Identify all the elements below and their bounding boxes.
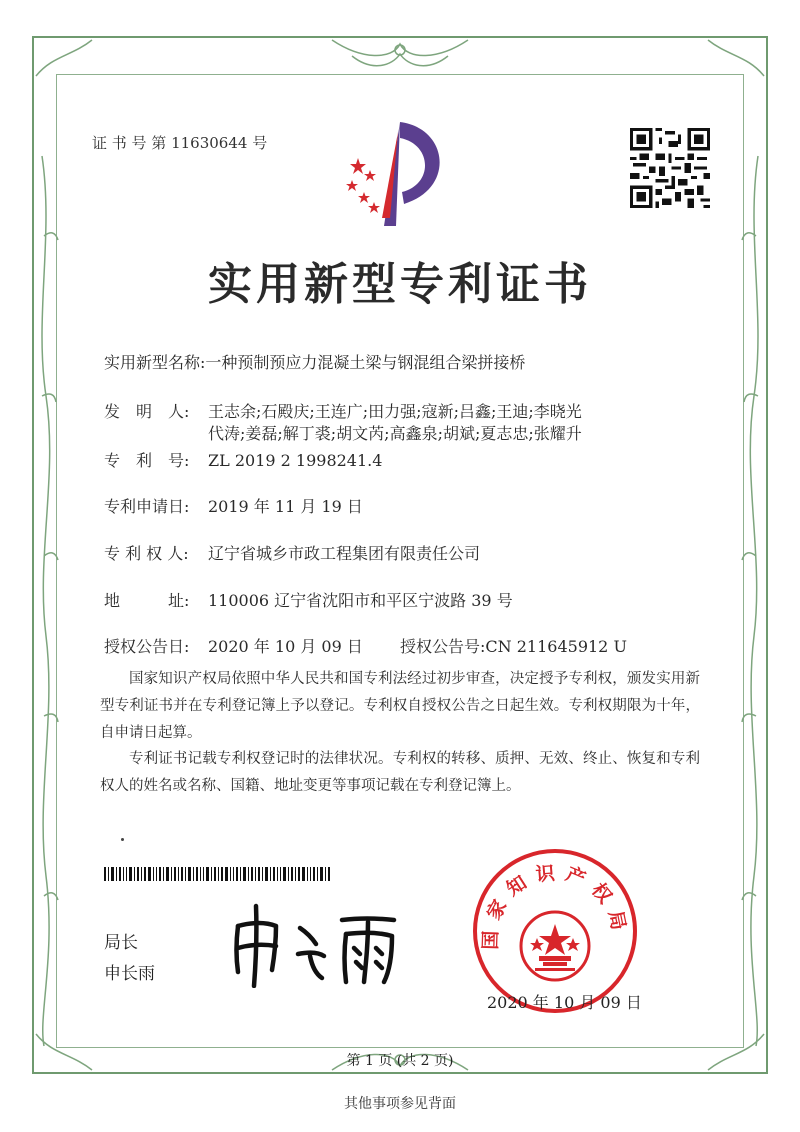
body-paragraph-2: 专利证书记载专利权登记时的法律状况。专利权的转移、质押、无效、终止、恢复和专利权人的姓名或名称、国籍、地址变更等事项记载在专利登记簿上。 — [100, 751, 700, 794]
filing-date-value: 2019 年 11 月 19 日 — [208, 497, 363, 516]
inventor-line-1: 王志余;石殿庆;王连广;田力强;寇新;吕鑫;王迪;李晓光 — [208, 402, 582, 421]
dot-mark — [121, 838, 124, 841]
director-title: 局长 — [104, 933, 138, 953]
owner-value: 辽宁省城乡市政工程集团有限责任公司 — [208, 544, 481, 563]
grant-date-label: 授权公告日: — [104, 637, 190, 656]
name-value: 一种预制预应力混凝土梁与钢混组合梁拼接桥 — [205, 353, 526, 372]
seal-date: 2020 年 10 月 09 日 — [487, 993, 642, 1012]
qr-code-icon — [630, 128, 710, 208]
svg-text:国家知识产权局: 国家知识产权局 — [479, 861, 632, 950]
address-row — [104, 588, 513, 611]
grant-number-row — [400, 634, 627, 657]
grant-number-label: 授权公告号: — [400, 637, 486, 656]
inventor-row — [104, 399, 582, 422]
page-number: 第 1 页 (共 2 页) — [346, 1053, 454, 1069]
owner-row — [104, 541, 480, 564]
patent-number-label: 专 利 号: — [104, 451, 190, 470]
body-paragraph-1: 国家知识产权局依照中华人民共和国专利法经过初步审查，决定授予专利权，颁发实用新型专利证书并在专利登记簿上予以登记。专利权自授权公告之日起生效。专利权期限为十年，自申请日起算。 — [100, 671, 700, 741]
filing-date-row — [104, 494, 363, 517]
name-row — [104, 350, 525, 373]
certificate-number: 证 书 号 第 11630644 号 — [92, 134, 268, 152]
inventor-label: 发 明 人: — [104, 402, 190, 421]
owner-label: 专 利 权 人: — [104, 544, 189, 563]
inventor-line-2: 代涛;姜磊;解丁裘;胡文芮;高鑫泉;胡斌;夏志忠;张耀升 — [208, 424, 582, 443]
signature-icon — [226, 898, 406, 988]
address-value: 110006 辽宁省沈阳市和平区宁波路 39 号 — [208, 591, 513, 610]
certificate-title: 实用新型专利证书 — [208, 259, 592, 310]
filing-date-label: 专利申请日: — [104, 497, 190, 516]
barcode-icon — [104, 867, 330, 881]
grant-number-value: CN 211645912 U — [485, 637, 627, 656]
footer-note: 其他事项参见背面 — [344, 1096, 456, 1112]
patent-number-value: ZL 2019 2 1998241.4 — [208, 451, 383, 470]
address-label: 地 址: — [104, 591, 190, 610]
name-label: 实用新型名称: — [104, 353, 206, 372]
cnipa-logo-icon — [338, 118, 458, 228]
patent-number-row — [104, 448, 382, 471]
grant-date-value: 2020 年 10 月 09 日 — [208, 637, 363, 656]
grant-date-row — [104, 634, 363, 657]
director-name: 申长雨 — [104, 964, 155, 984]
